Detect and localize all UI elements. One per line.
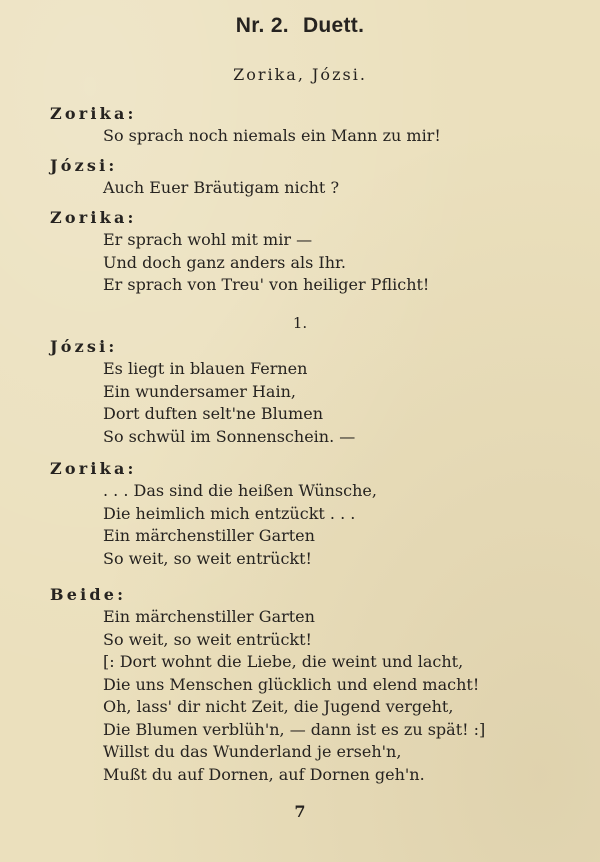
lyric-line: So weit, so weit entrückt!: [103, 629, 312, 649]
dialogue-section: [50, 336, 550, 448]
lyric-line: So weit, so weit entrückt!: [103, 548, 312, 568]
number-heading: Nr. 2.: [235, 14, 289, 37]
lyric-line: Oh, lass' dir nicht Zeit, die Jugend vergeht,: [103, 697, 454, 716]
speaker-name: Zorika:: [50, 459, 137, 478]
speaker-name: Józsi:: [50, 337, 118, 356]
speaker-name: Beide:: [50, 585, 127, 604]
lyric-line: Ein märchenstiller Garten: [103, 526, 315, 545]
lyric-line: Ein märchenstiller Garten: [103, 607, 315, 626]
page-number: 7: [294, 802, 306, 821]
lyric-line: Er sprach wohl mit mir —: [103, 230, 313, 249]
lyric-line: Auch Euer Bräutigam nicht ?: [103, 178, 340, 197]
lyric-line: Dort duften selt'ne Blumen: [103, 404, 323, 423]
speaker-name: Józsi:: [50, 156, 118, 175]
verse-number: 1.: [292, 314, 308, 332]
dialogue-section: [50, 155, 550, 200]
lyric-line: . . . Das sind die heißen Wünsche,: [103, 481, 377, 500]
lyric-line: Die uns Menschen glücklich und elend macht!: [103, 674, 480, 694]
lyric-line: Willst du das Wunderland je erseh'n,: [103, 742, 402, 761]
lyric-line: [: Dort wohnt die Liebe, die weint und lacht,: [103, 652, 464, 671]
speaker-name: Zorika:: [50, 208, 137, 227]
duet-heading: Duett.: [302, 14, 365, 37]
dialogue-section: [50, 584, 550, 786]
dialogue-section: [50, 103, 550, 148]
dialogue-section: [50, 207, 550, 297]
lyric-line: Mußt du auf Dornen, auf Dornen geh'n.: [103, 764, 425, 784]
speaker-name: Zorika:: [50, 104, 137, 123]
cast-list: Zorika, Józsi.: [233, 65, 367, 84]
lyric-line: Ein wundersamer Hain,: [103, 381, 296, 401]
dialogue-section: [50, 458, 550, 570]
page-title: [0, 14, 600, 38]
lyric-line: Die Blumen verblüh'n, — dann ist es zu spät! :]: [103, 719, 486, 739]
lyric-line: Die heimlich mich entzückt . . .: [103, 503, 356, 523]
lyric-line: So sprach noch niemals ein Mann zu mir!: [103, 126, 441, 145]
lyric-line: Und doch ganz anders als Ihr.: [103, 252, 346, 272]
lyric-line: Er sprach von Treu' von heiliger Pflicht!: [103, 275, 430, 294]
lyric-line: Es liegt in blauen Fernen: [103, 359, 308, 378]
lyric-line: So schwül im Sonnenschein. —: [103, 426, 356, 446]
